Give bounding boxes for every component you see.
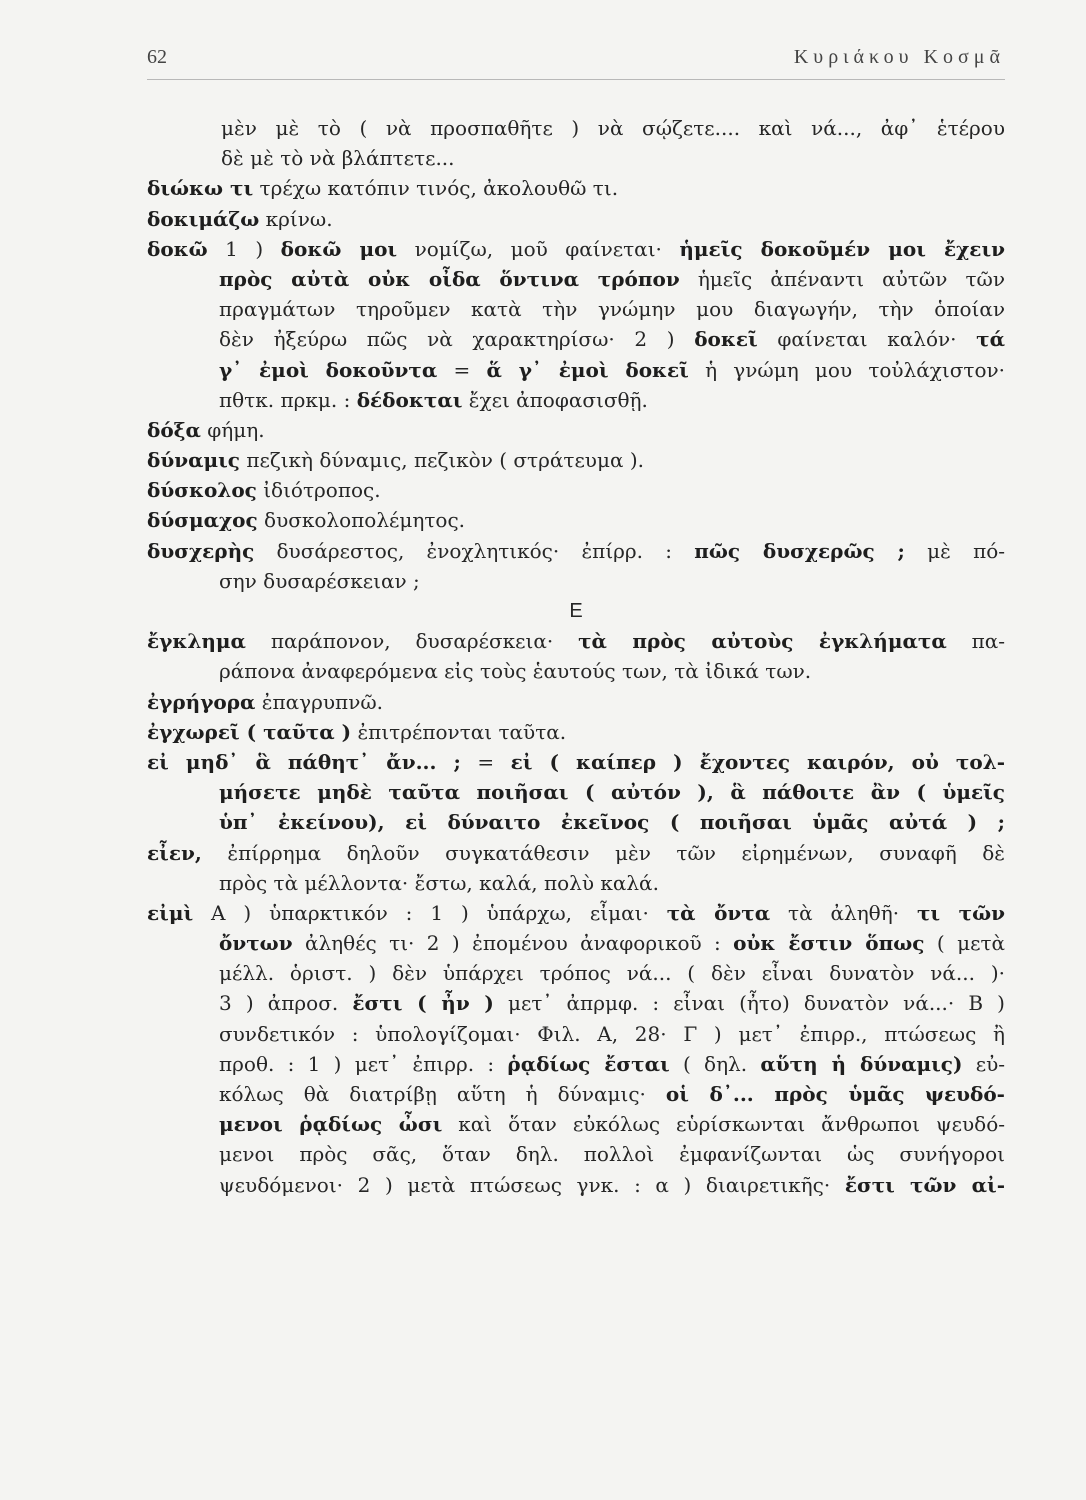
- text-line: δόξα φήμη.: [147, 417, 265, 442]
- section-letter: Ε: [569, 600, 583, 622]
- text-line: ὄντων ἀληθές τι· 2 ) ἐπομένου ἀναφορικοῦ : οὐκ ἔστιν ὅπως ( μετὰ: [219, 931, 1005, 956]
- text-line: πθτκ. πρκμ. : δέδοκται ἔχει ἀποφασισθῇ.: [219, 387, 648, 412]
- text-line: μὲν μὲ τὸ ( νὰ προσπαθῆτε ) νὰ σῴζετε.... καὶ νά..., ἀφ᾽ ἑτέρου: [221, 116, 1005, 140]
- text-line: πρὸς τὰ μέλλοντα· ἔστω, καλά, πολὺ καλά.: [219, 870, 659, 895]
- text-line: ἐγρήγορα ἐπαγρυπνῶ.: [147, 689, 384, 714]
- text-line: δύσκολος ἰδιότροπος.: [147, 478, 381, 503]
- text-line: εἰ μηδ᾽ ἃ πάθητ᾽ ἄν... ; = εἰ ( καίπερ ) ἔχοντες καιρόν, οὐ τολ-: [147, 749, 1005, 774]
- text-line: δὲν ἠξεύρω πῶς νὰ χαρακτηρίσω· 2 ) δοκεῖ φαίνεται καλόν· τά: [219, 327, 1005, 352]
- text-line: διώκω τι τρέχω κατόπιν τινός, ἀκολουθῶ τι.: [147, 176, 619, 201]
- text-line: μενοι πρὸς σᾶς, ὅταν δηλ. πολλοὶ ἐμφανίζωνται ὡς συνήγοροι: [219, 1142, 1005, 1167]
- text-line: μήσετε μηδὲ ταῦτα ποιῆσαι ( αὐτόν ), ἃ πάθοιτε ἂν ( ὑμεῖς: [219, 780, 1005, 805]
- text-line: σην δυσαρέσκειαν ;: [219, 568, 420, 593]
- running-head: Κυριάκου Κοσμᾶ: [793, 46, 1005, 68]
- text-line: εἶεν, ἐπίρρημα δηλοῦν συγκατάθεσιν μὲν τῶν εἰρημένων, συναφῆ δὲ: [147, 840, 1005, 865]
- text-line: μέλλ. ὁριστ. ) δὲν ὑπάρχει τρόπος νά... ( δὲν εἶναι δυνατὸν νά... )·: [219, 961, 1005, 986]
- text-line: πρὸς αὐτὰ οὐκ οἶδα ὅντινα τρόπον ἡμεῖς ἀπέναντι αὐτῶν τῶν: [219, 266, 1005, 291]
- text-line: πραγμάτων τηροῦμεν κατὰ τὴν γνώμην μου διαγωγήν, τὴν ὁποίαν: [219, 297, 1005, 322]
- page-number: 62: [147, 46, 167, 68]
- text-line: ὑπ᾽ ἐκείνου), εἰ δύναιτο ἐκεῖνος ( ποιῆσαι ὑμᾶς αὐτά ) ;: [219, 810, 1005, 835]
- text-line: δὲ μὲ τὸ νὰ βλάπτετε...: [221, 146, 455, 171]
- text-line: ἔγκλημα παράπονον, δυσαρέσκεια· τὰ πρὸς αὐτοὺς ἐγκλήματα πα-: [147, 629, 1005, 654]
- text-line: ἐγχωρεῖ ( ταῦτα ) ἐπιτρέπονται ταῦτα.: [147, 719, 567, 744]
- text-line: δυσχερὴς δυσάρεστος, ἐνοχλητικός· ἐπίρρ. : πῶς δυσχερῶς ; μὲ πό-: [147, 538, 1005, 563]
- text-line: μενοι ῥᾳδίως ὦσι καὶ ὅταν εὐκόλως εὑρίσκωνται ἄνθρωποι ψευδό-: [219, 1112, 1005, 1137]
- page-header: [147, 46, 1005, 80]
- text-line: δοκιμάζω κρίνω.: [147, 206, 333, 231]
- text-line: συνδετικόν : ὑπολογίζομαι· Φιλ. Α, 28· Γ ) μετ᾽ ἐπιρρ., πτώσεως ἢ: [219, 1021, 1005, 1046]
- text-line: δοκῶ 1 ) δοκῶ μοι νομίζω, μοῦ φαίνεται· ἡμεῖς δοκοῦμέν μοι ἔχειν: [147, 236, 1005, 261]
- text-line: ψευδόμενοι· 2 ) μετὰ πτώσεως γνκ. : α ) διαιρετικῆς· ἔστι τῶν αἰ-: [219, 1172, 1005, 1197]
- glossary-body: [147, 113, 1005, 1200]
- text-line: ράπονα ἀναφερόμενα εἰς τοὺς ἑαυτούς των, τὰ ἰδικά των.: [219, 659, 812, 684]
- text-line: κόλως θὰ διατρίβῃ αὕτη ἡ δύναμις· οἱ δ᾽... πρὸς ὑμᾶς ψευδό-: [219, 1082, 1005, 1106]
- text-line: προθ. : 1 ) μετ᾽ ἐπιρρ. : ῥᾳδίως ἔσται ( δηλ. αὕτη ἡ δύναμις) εὐ-: [219, 1051, 1005, 1076]
- text-line: δύσμαχος δυσκολοπολέμητος.: [147, 508, 466, 533]
- text-line: γ᾽ ἐμοὶ δοκοῦντα = ἅ γ᾽ ἐμοὶ δοκεῖ ἡ γνώμη μου τοὐλάχιστον·: [219, 357, 1005, 382]
- text-line: 3 ) ἀπροσ. ἔστι ( ἦν ) μετ᾽ ἀπρμφ. : εἶναι (ἦτο) δυνατὸν νά...· Β ): [219, 991, 1005, 1016]
- text-line: δύναμις πεζικὴ δύναμις, πεζικὸν ( στράτευμα ).: [147, 448, 644, 473]
- text-line: εἰμὶ Α ) ὑπαρκτικόν : 1 ) ὑπάρχω, εἶμαι· τὰ ὄντα τὰ ἀληθῆ· τι τῶν: [147, 900, 1005, 925]
